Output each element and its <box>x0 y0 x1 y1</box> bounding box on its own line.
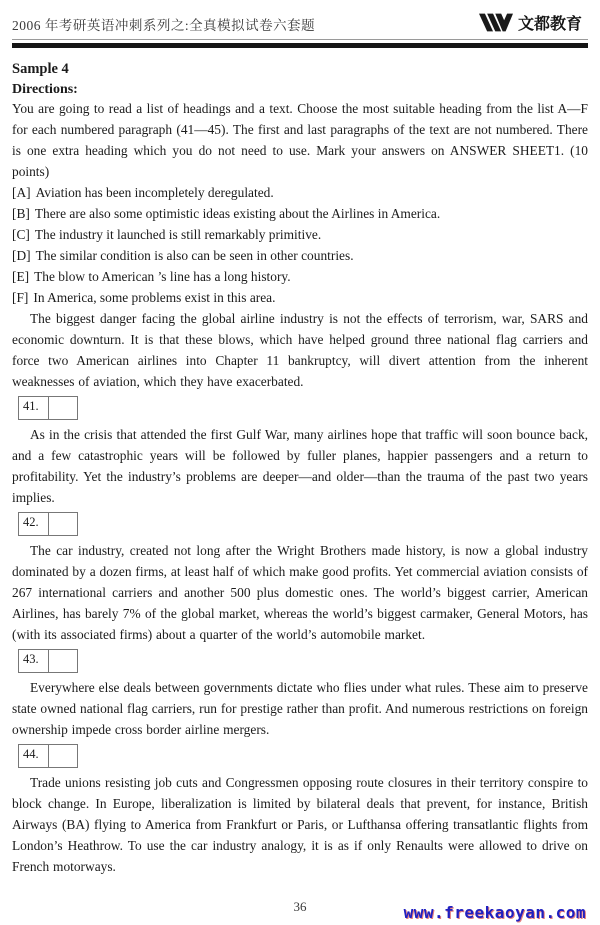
answer-blank-cell <box>49 397 77 419</box>
answer-number-cell: 44. <box>19 745 49 767</box>
heading-text: In America, some problems exist in this area. <box>33 290 276 305</box>
heading-text: There are also some optimistic ideas existing about the Airlines in America. <box>34 206 441 221</box>
sample-title: Sample 4 <box>12 61 69 77</box>
directions-text: You are going to read a list of headings and a text. Choose the most suitable heading from the list A—F for each numbered paragraph (41—45). The first and last paragraphs of the text are not numbered. There is one extra heading which you do not need to use. Mark your answers on ANSWER SHEET1. (10 points) <box>12 101 588 179</box>
page-header <box>12 0 588 34</box>
answer-box-44 <box>18 744 78 768</box>
passage-paragraph-2: As in the crisis that attended the first Gulf War, many airlines hope that traffic will soon bounce back, and a few catastrophic years will be followed by fuller planes, happier passengers and a return to profitability. Yet the industry’s problems are deeper—and older—than the trauma of the past two years implies. <box>12 427 588 505</box>
header-rule-thick <box>12 43 588 48</box>
heading-option-e <box>12 266 588 287</box>
answer-number-cell: 43. <box>19 650 49 672</box>
heading-option-b <box>12 203 588 224</box>
passage-paragraph-3: The car industry, created not long after the Wright Brothers made history, is now a global industry dominated by a dozen firms, at least half of which make good profits. Yet commercial aviation consists of 267 international carriers and another 500 plus domestic ones. The world’s biggest carrier, American Airlines, has barely 7% of the global market, whereas the world’s biggest carmaker, General Motors, has (with its associated firms) about a quarter of the world’s automobile market. <box>12 543 588 642</box>
brand <box>479 11 588 34</box>
heading-text: The similar condition is also can be seen in other countries. <box>35 248 354 263</box>
site-watermark-link[interactable]: www.freekaoyan.com <box>403 903 586 922</box>
header-title: 2006 年考研英语冲刺系列之:全真模拟试卷六套题 <box>12 18 316 33</box>
header-rule-thin <box>12 39 588 40</box>
heading-letter: [E] <box>12 269 30 284</box>
answer-box-41 <box>18 396 78 420</box>
wendu-w-logo-icon <box>479 13 513 32</box>
answer-blank-cell <box>49 745 77 767</box>
heading-text: The blow to American ’s line has a long history. <box>34 269 291 284</box>
heading-option-c <box>12 224 588 245</box>
heading-letter: [A] <box>12 185 31 200</box>
answer-blank-cell <box>49 650 77 672</box>
directions-label: Directions: <box>12 82 78 97</box>
heading-option-a <box>12 182 588 203</box>
passage-paragraph-5: Trade unions resisting job cuts and Congressmen opposing route closures in their territory conspire to block change. In Europe, liberalization is limited by bilateral deals that prevent, for instance, British Airways (BA) flying to America from Frankfurt or Paris, or Lufthansa offering transatlantic flights from London’s Heathrow. To use the car industry analogy, it is as if only Renaults were allowed to drive on French motorways. <box>12 775 588 874</box>
heading-text: The industry it launched is still remarkably primitive. <box>34 227 322 242</box>
heading-option-d <box>12 245 588 266</box>
answer-box-43 <box>18 649 78 673</box>
heading-letter: [D] <box>12 248 31 263</box>
passage-paragraph-4: Everywhere else deals between governments dictate who flies under what rules. These aim to preserve state owned national flag carriers, run for prestige rather than profit. And numerous restrictions on foreign ownership impede cross border airline mergers. <box>12 680 588 737</box>
heading-options-list <box>12 182 588 308</box>
answer-number-cell: 41. <box>19 397 49 419</box>
heading-letter: [F] <box>12 290 29 305</box>
page-number: 36 <box>293 899 307 914</box>
heading-text: Aviation has been incompletely deregulated. <box>35 185 274 200</box>
heading-letter: [C] <box>12 227 30 242</box>
answer-number-cell: 42. <box>19 513 49 535</box>
passage-paragraph-1: The biggest danger facing the global airline industry is not the effects of terrorism, war, SARS and economic downturn. It is that these blows, which have helped ground three national flag carriers and force two American airlines into Chapter 11 bankruptcy, will divert attention from the inherent weaknesses of aviation, which they have exacerbated. <box>12 311 588 389</box>
answer-box-42 <box>18 512 78 536</box>
brand-name: 文都教育 <box>517 16 582 33</box>
answer-blank-cell <box>49 513 77 535</box>
heading-option-f <box>12 287 588 308</box>
heading-letter: [B] <box>12 206 30 221</box>
